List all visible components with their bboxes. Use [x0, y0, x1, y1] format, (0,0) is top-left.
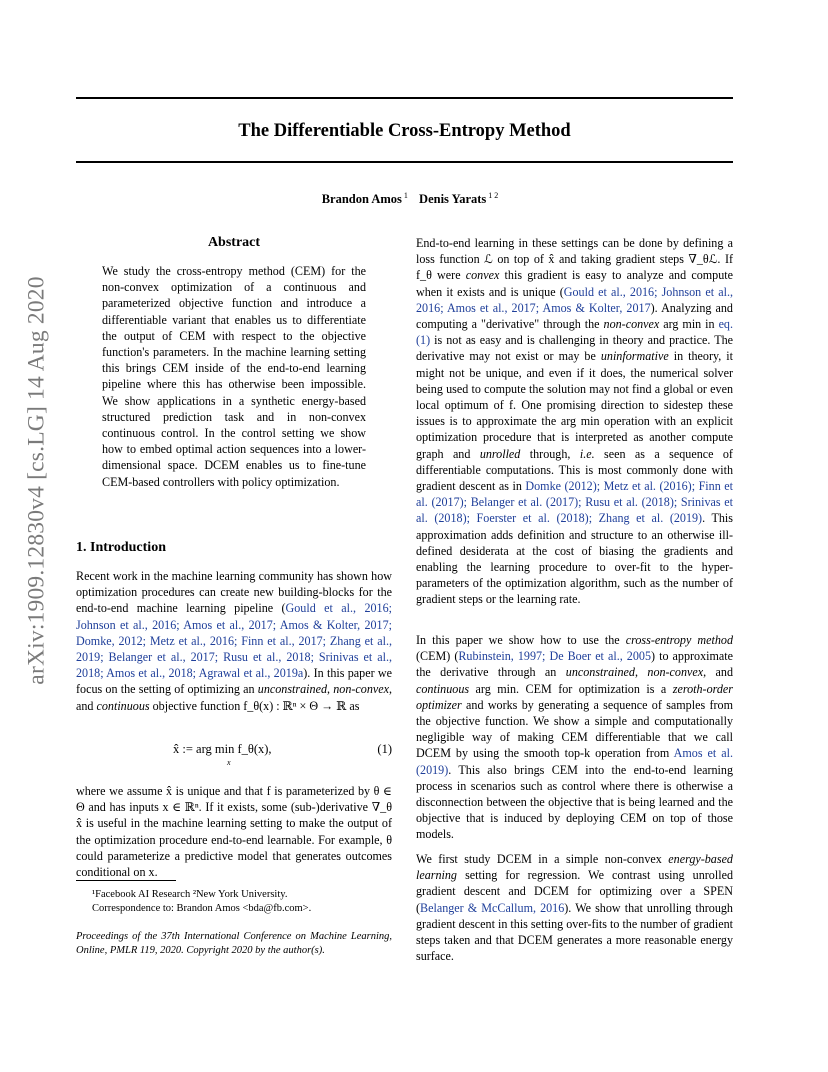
author-affiliation: 1 2 — [488, 191, 499, 200]
text-run: ). We show that unrolling through gradient descent in this setting over-fits to the number of gradient steps taken and that DCEM generates a more reasonable energy surface. — [416, 900, 733, 964]
text-run: End-to-end learning in these settings can be done by defining a loss function ℒ on top of x̂ and taking gradient steps ∇_θℒ. If f_θ were — [416, 236, 733, 283]
citation-link[interactable]: Gould et al., 2016; Johnson et al., 2016; Amos et al., 2017; Amos & Kolter, 2017 — [416, 284, 733, 315]
emphasis: non-convex — [333, 682, 389, 697]
text-run: setting for regression. We contrast using unrolled gradient descent and DCEM for optimizing over a SPEN ( — [416, 868, 733, 915]
text-run: Recent work in the machine learning community has shown how optimization procedures can create new building-blocks for the end-to-end machine learning pipeline ( — [76, 569, 392, 616]
arxiv-stamp: arXiv:1909.12830v4 [cs.LG] 14 Aug 2020 — [23, 276, 50, 685]
equation-ref-link[interactable]: eq. (1) — [416, 317, 734, 348]
emphasis: unrolled — [479, 446, 521, 461]
text-run: arg min in — [663, 317, 715, 332]
text-run: In this paper we show how to use the — [416, 633, 620, 647]
affiliation-line: ¹Facebook AI Research ²New York University. — [92, 889, 288, 900]
emphasis: non-convex — [603, 317, 660, 332]
citation-link[interactable]: Gould et al., 2016; Johnson et al., 2016; Amos et al., 2017; Amos & Kolter, 2017; Domke, 2012; Metz et al., 2016; Finn et al., 2017; Zhang et al., 2019; Belanger et al., 2017; Rusu et al., 2018; Srinivas et al., 2018; Amos et al., 2018; Agrawal et al., 2019a — [76, 601, 392, 681]
emphasis: uninformative — [600, 349, 669, 364]
emphasis: unconstrained — [257, 682, 327, 697]
citation-link[interactable]: Belanger & McCallum, 2016 — [420, 900, 565, 915]
text-run: and works by generating a sequence of samples from the objective function. We show a simple and computationally negligible way of making CEM differentiable that we call DCEM by using the smooth top-k operation from — [416, 697, 733, 761]
citation-link[interactable]: Rubinstein, 1997; De Boer et al., 2005 — [458, 649, 651, 664]
text-run: arg min. CEM for optimization is a — [475, 681, 667, 696]
author-name: Brandon Amos — [321, 192, 402, 207]
text-run: through, — [529, 446, 571, 461]
emphasis: continuous — [96, 698, 150, 713]
equation-subscript: x — [227, 758, 231, 767]
emphasis: energy-based learning — [416, 852, 733, 883]
intro-paragraph-2: where we assume x̂ is unique and that f is parameterized by θ ∈ Θ and has inputs x ∈ ℝⁿ. If it exists, some (sub-)derivative ∇_θ x̂ is useful in the machine learning setting to make the output of the optimization procedure end-to-end learnable. For example, θ could parameterize a predictive model that generates outcomes conditional on x. — [76, 784, 392, 880]
emphasis: unconstrained — [565, 665, 635, 680]
text-run: (CEM) ( — [416, 649, 459, 664]
footnote-affiliations — [76, 888, 408, 916]
text-run: objective function f_θ(x) : ℝⁿ × Θ → ℝ as — [152, 698, 360, 713]
emphasis: cross-entropy method — [625, 633, 734, 647]
author-list — [0, 191, 828, 207]
correspondence-line: Correspondence to: Brandon Amos <bda@fb.com>. — [92, 903, 312, 914]
equation-body: x̂ := arg min f_θ(x), — [173, 742, 272, 756]
text-run: . This also brings CEM into the end-to-end learning process in scenarios such as control where there is otherwise a disconnection between the objective that is being learned and the objective that is induced by deploying CEM on top of those models. — [416, 762, 733, 842]
emphasis: non-convex — [647, 665, 704, 680]
right-paragraph-1 — [416, 235, 733, 608]
section-heading: 1. Introduction — [76, 540, 166, 555]
citation-link[interactable]: Amos et al. (2019) — [416, 746, 733, 777]
paper-title: The Differentiable Cross-Entropy Method — [238, 121, 571, 141]
text-run: in theory, it might not be unique, and even if it does, the numerical solver being used to compute the solution may not find a global or even local optimum of f. One promising direction to sidestep these issues is to approximate the arg min operation with an explicit optimization procedure that is interpreted as another compute graph and — [416, 349, 733, 461]
proceedings-note: Proceedings of the 37th International Conference on Machine Learning, Online, PMLR 119, 2020. Copyright 2020 by the author(s). — [76, 931, 392, 956]
text-run: ) to approximate the derivative through an — [416, 649, 733, 680]
emphasis: zeroth-order optimizer — [416, 681, 733, 712]
emphasis: convex — [465, 268, 500, 283]
author-affiliation: 1 — [403, 191, 408, 200]
right-paragraph-2: In this paper we show how to use the cross-entropy method (CEM) (Rubinstein, 1997; De Boer et al., 2005) to approximate the derivative through an unconstrained, non-convex, and continuous arg min. CEM for optimization is a zeroth-order optimizer and works by generating a sequence of samples from the objective function. We show a simple and computationally negligible way of making CEM differentiable that we call DCEM by using the smooth top-k operation from Amos et al. (2019). This also brings CEM into the end-to-end learning process in scenarios such as control where there is otherwise a disconnection between the objective that is being learned and the objective that is induced by deploying CEM on top of those models. — [416, 633, 734, 842]
equation-number: (1) — [377, 742, 392, 756]
citation-link[interactable]: Domke (2012); Metz et al. (2016); Finn et al. (2017); Belanger et al. (2017); Rusu et al. (2018); Srinivas et al. (2018); Foerster et al. (2018); Zhang et al. (2019) — [416, 479, 733, 526]
title-rule — [76, 161, 733, 163]
emphasis: i.e. — [579, 446, 595, 461]
right-paragraph-3 — [416, 851, 733, 964]
top-rule — [76, 97, 733, 99]
text-run: this gradient is easy to analyze and compute when it exists and is unique ( — [416, 268, 733, 299]
abstract-text: We study the cross-entropy method (CEM) for the non-convex optimization of a continuous and parameterized objective function and introduce a differentiable variant that enables us to differentiate the output of CEM with respect to the objective function's parameters. In the machine learning setting this brings CEM inside of the end-to-end learning pipeline where this has otherwise been impossible. We show applications in a synthetic energy-based structured prediction task and in non-convex continuous control. In the control setting we show how to embed optimal action sequences into a lower-dimensional space. DCEM enables us to fine-tune CEM-based controllers with policy optimization. — [102, 264, 366, 489]
text-run: ). In this paper we focus on the setting of optimizing an — [76, 666, 392, 697]
text-run: We first study DCEM in a simple non-convex — [416, 852, 662, 866]
author-name: Denis Yarats — [419, 192, 487, 207]
text-run: is not as easy and is challenging in theory and practice. The derivative may not exist or may be — [416, 333, 733, 364]
intro-paragraph-1: Recent work in the machine learning community has shown how optimization procedures can create new building-blocks for the end-to-end machine learning pipeline (Gould et al., 2016; Johnson et al., 2016; Amos et al., 2017; Amos & Kolter, 2017; Domke, 2012; Metz et al., 2016; Finn et al., 2017; Zhang et al., 2019; Belanger et al., 2017; Rusu et al., 2018; Srinivas et al., 2018; Amos et al., 2018; Agrawal et al., 2019a). In this paper we focus on the setting of optimizing an unconstrained, non-convex, and continuous objective function f_θ(x) : ℝⁿ × Θ → ℝ as — [76, 569, 393, 713]
text-run: seen as a sequence of differentiable computations. This is most commonly done with gradient descent as in — [416, 446, 733, 494]
abstract-heading: Abstract — [207, 235, 261, 250]
emphasis: continuous — [416, 681, 470, 696]
footnote-rule — [76, 880, 176, 881]
text-run: . This approximation adds definition and structure to an otherwise ill-defined desiderata at the cost of biasing the gradients and enabling the learning procedure to over-fit to the hyper-parameters of the optimization algorithm, such as the number of gradient steps or the learning rate. — [416, 511, 733, 607]
text-run: ). Analyzing and computing a "derivative" through the — [416, 300, 733, 332]
